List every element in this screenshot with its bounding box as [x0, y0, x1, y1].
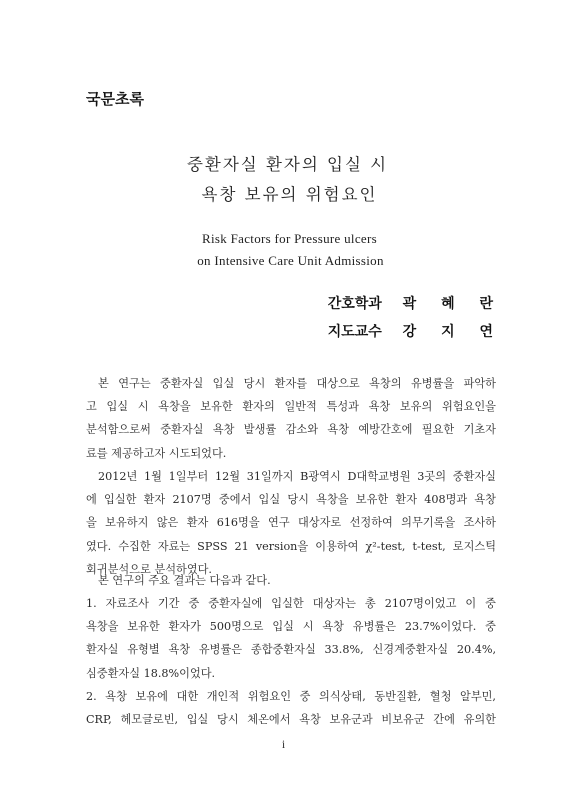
text-line: 에 입실한 환자 2107명 중에서 입실 당시 욕창을 보유한 환자 408명과 욕창	[86, 493, 496, 507]
text-line: 심중환자실 18.8%이었다.	[86, 666, 216, 680]
abstract-paragraph-purpose	[86, 372, 496, 465]
korean-title-line-1: 중환자실 환자의 입실 시	[186, 155, 389, 174]
text-line: 본 연구의 주요 결과는 다음과 같다.	[98, 574, 271, 587]
text-line: 욕창을 보유한 환자가 500명으로 입실 시 욕창 유병률은 23.7%이었다. 중	[86, 620, 496, 634]
advisor-line	[327, 321, 503, 341]
english-title-line-2: on Intensive Care Unit Admission	[197, 253, 384, 268]
text-line: 1. 자료조사 기간 중 중환자실에 입실한 대상자는 총 2107명이었고 이 중	[86, 597, 496, 610]
abstract-result-item-1	[86, 592, 496, 685]
text-line: 본 연구는 중환자실 입실 당시 환자를 대상으로 욕창의 유병률을 파악하	[98, 377, 496, 390]
text-line: 료를 제공하고자 시도되었다.	[86, 446, 227, 460]
advisor-role: 지도교수	[327, 324, 382, 340]
text-line: 고 입실 시 욕창을 보유한 환자의 일반적 특성과 욕창 보유의 위험요인을	[86, 400, 496, 414]
author-department: 간호학과	[327, 296, 382, 312]
text-line: CRP, 헤모글로빈, 입실 당시 체온에서 욕창 보유군과 비보유군 간에 유의한	[86, 713, 496, 727]
abstract-paragraph-method	[86, 465, 496, 581]
section-heading: 국문초록	[86, 90, 144, 108]
abstract-result-item-2	[86, 685, 496, 731]
page-number: i	[281, 737, 286, 751]
korean-title-line-2: 욕창 보유의 위험요인	[201, 185, 378, 204]
text-line: 2. 욕창 보유에 대한 개인적 위험요인 중 의식상태, 동반질환, 혈청 알부민,	[86, 690, 496, 703]
text-line: 2012년 1월 1일부터 12월 31일까지 B광역시 D대학교병원 3곳의 중환자실	[98, 470, 496, 483]
author-line	[327, 293, 503, 313]
abstract-paragraph-results-intro	[86, 569, 496, 592]
english-title-line-1: Risk Factors for Pressure ulcers	[202, 231, 377, 246]
text-line: 환자실 유형별 욕창 유병률은 종합중환자실 33.8%, 신경계중환자실 20.4%,	[86, 643, 496, 657]
text-line: 회귀분석으로 분석하였다.	[86, 562, 212, 576]
author-name: 곽 혜 란	[402, 296, 503, 312]
advisor-name: 강 지 연	[402, 324, 503, 340]
text-line: 을 보유하지 않은 환자 616명을 연구 대상자로 선정하여 의무기록을 조사하	[86, 516, 496, 530]
text-line: 분석함으로써 중환자실 욕창 발생률 감소와 욕창 예방간호에 필요한 기초자	[86, 423, 496, 437]
text-line: 였다. 수집한 자료는 SPSS 21 version을 이용하여 χ²-test, t-test, 로지스틱	[86, 539, 496, 553]
